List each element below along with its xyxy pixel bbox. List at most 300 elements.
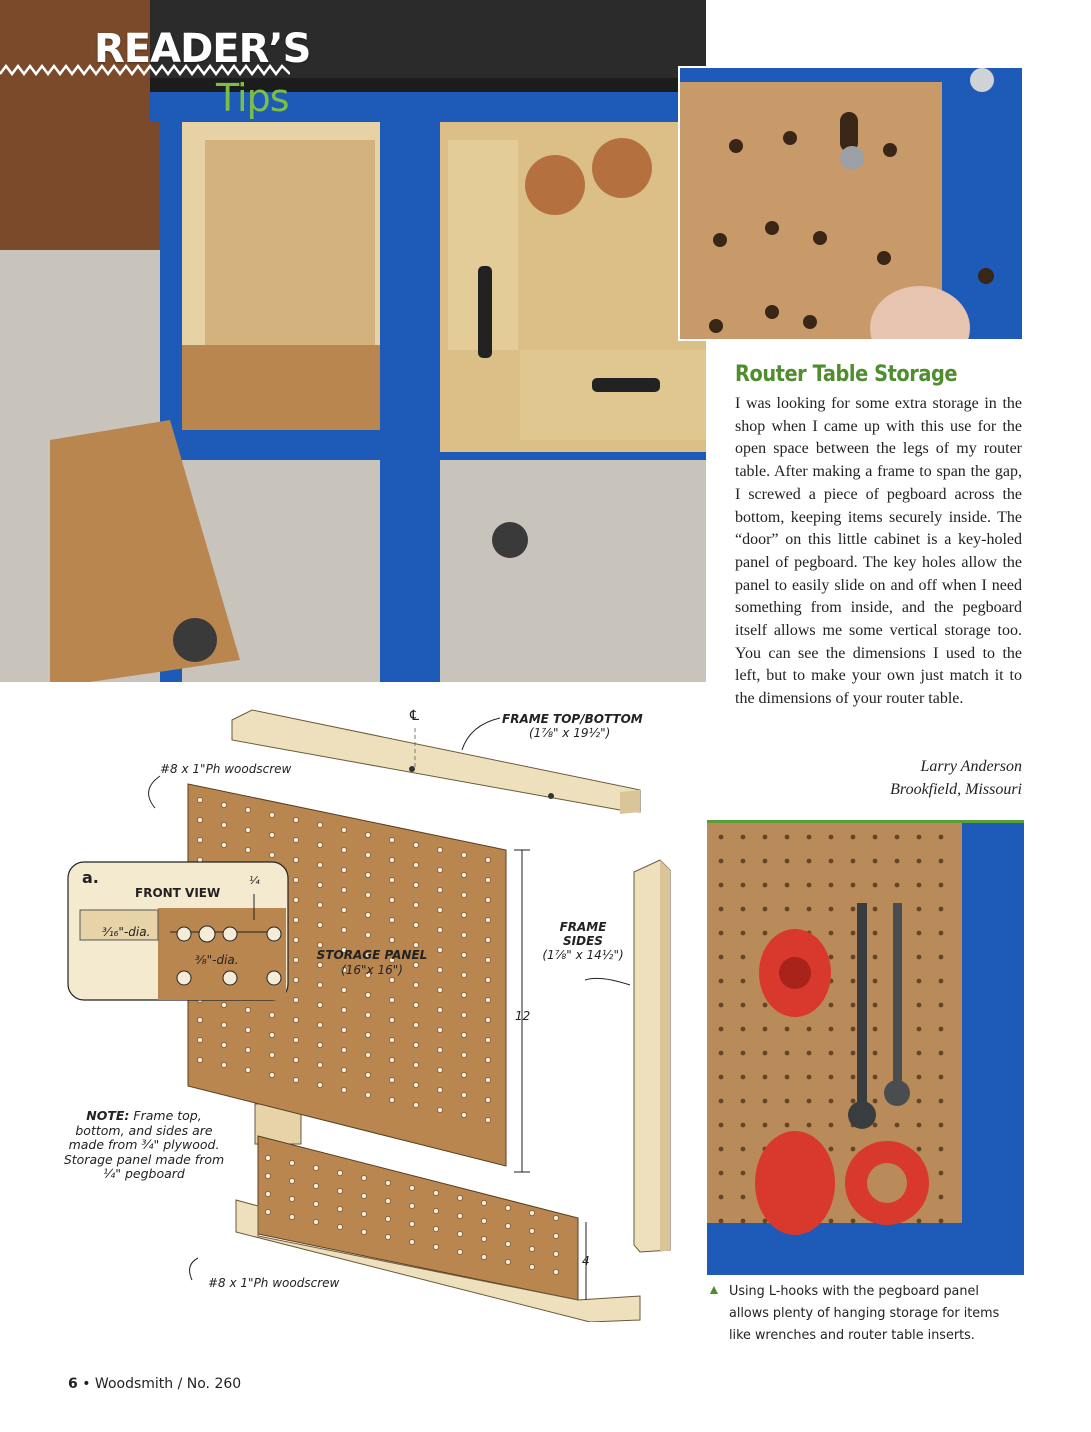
pegboard-hole (437, 847, 442, 852)
pegboard-hole (365, 832, 370, 837)
section-subtitle: Tips (216, 76, 289, 120)
pegboard-hole (481, 1200, 486, 1205)
pegboard-hole (895, 1123, 900, 1128)
pegboard-hole (485, 1057, 490, 1062)
pegboard-hole (873, 883, 878, 888)
pegboard-hole (851, 1075, 856, 1080)
pegboard-hole (829, 907, 834, 912)
pegboard-hole (939, 859, 944, 864)
pegboard-hole (389, 1077, 394, 1082)
pegboard-hole (365, 1052, 370, 1057)
note-line-3: made from ¾" plywood. (68, 1137, 220, 1152)
pegboard-hole (461, 1072, 466, 1077)
pegboard-hole (361, 1175, 366, 1180)
pegboard-hole (293, 897, 298, 902)
pegboard-hole (807, 859, 812, 864)
magazine-issue: Woodsmith / No. 260 (94, 1376, 242, 1392)
pegboard-hole (409, 1203, 414, 1208)
pegboard-hole (317, 882, 322, 887)
pegboard-hole (461, 852, 466, 857)
pegboard-hole (741, 1147, 746, 1152)
pegboard-hole (917, 1075, 922, 1080)
note-line-2: bottom, and sides are (75, 1122, 213, 1138)
pegboard-hole (341, 1067, 346, 1072)
pegboard-hole (269, 1032, 274, 1037)
pegboard-hole (719, 931, 724, 936)
pegboard-hole (317, 1022, 322, 1027)
pegboard-hole (719, 955, 724, 960)
pegboard-hole (269, 812, 274, 817)
pegboard-hole (341, 987, 346, 992)
detail-letter: a. (82, 868, 99, 887)
pegboard-hole (317, 902, 322, 907)
pegboard-hole (741, 1219, 746, 1224)
pegboard-hole (365, 892, 370, 897)
pegboard-hole (361, 1229, 366, 1234)
pegboard-hole (829, 859, 834, 864)
pegboard-hole (461, 972, 466, 977)
label-dia-3-8: ³⁄₈"-dia. (195, 953, 239, 967)
pegboard-hole (763, 907, 768, 912)
pegboard-hole (293, 977, 298, 982)
pegboard-hole (917, 1003, 922, 1008)
pegboard-hole (221, 1042, 226, 1047)
pegboard-hole (269, 1052, 274, 1057)
pegboard-hole (785, 1051, 790, 1056)
pegboard-hole (939, 1075, 944, 1080)
article-body: I was looking for some extra storage in the shop when I came up with this use for the open space between the legs of my router table. After making a frame to span the gap, I screwed a piece of pegboard across the bottom, keeping items securely inside. The “door” on this little cabinet is a key-holed panel of pegboard. The key holes allow the panel to easily slide on and off when I need something from inside, and the pegboard itself allows me some vertical storage too. You can see the dimensions I used to the left, but to make your own just match it to the dimensions of your router table. (735, 395, 1022, 708)
pegboard-hole (317, 982, 322, 987)
pegboard-hole (389, 837, 394, 842)
pegboard-hole (851, 835, 856, 840)
pegboard-hole (829, 1123, 834, 1128)
pegboard-hole (341, 927, 346, 932)
pegboard-hole (873, 931, 878, 936)
pegboard-hole (807, 883, 812, 888)
pegboard-hole (939, 931, 944, 936)
pegboard-hole (293, 937, 298, 942)
pegboard-hole (807, 1051, 812, 1056)
pegboard-hole (197, 837, 202, 842)
pegboard-hole (265, 1209, 270, 1214)
pegboard-hole (437, 1027, 442, 1032)
pegboard-hole (741, 907, 746, 912)
pegboard-hole (829, 1147, 834, 1152)
pegboard-hole (413, 1062, 418, 1067)
pegboard-hole (389, 977, 394, 982)
pegboard-hole (763, 1075, 768, 1080)
pegboard-hole (481, 1236, 486, 1241)
pegboard-hole (461, 892, 466, 897)
pegboard-hole (851, 931, 856, 936)
pegboard-hole (741, 979, 746, 984)
pegboard-hole (807, 907, 812, 912)
pegboard-hole (917, 883, 922, 888)
pegboard-hole (763, 859, 768, 864)
pegboard-hole (361, 1193, 366, 1198)
pegboard-hole (365, 1032, 370, 1037)
pegboard-hole (763, 931, 768, 936)
pegboard-hole (485, 1017, 490, 1022)
pegboard-hole (437, 1107, 442, 1112)
label-storage-panel-dims: (16"x 16") (341, 963, 403, 977)
pegboard-hole (265, 1155, 270, 1160)
pegboard-hole (851, 979, 856, 984)
pegboard-hole (807, 1075, 812, 1080)
pegboard-hole (719, 1195, 724, 1200)
pegboard-hole (939, 979, 944, 984)
pegboard-hole (389, 1097, 394, 1102)
pegboard-hole (917, 1051, 922, 1056)
pegboard-hole (457, 1231, 462, 1236)
pegboard-hole (719, 1075, 724, 1080)
pegboard-hole (917, 1027, 922, 1032)
pegboard-hole (829, 1027, 834, 1032)
pegboard-hole (741, 1003, 746, 1008)
pegboard-hole (895, 835, 900, 840)
exploded-diagram (0, 682, 706, 1322)
pegboard-hole (221, 842, 226, 847)
pegboard-hole (785, 1027, 790, 1032)
article-title: Router Table Storage (735, 362, 958, 387)
pegboard-hole (293, 837, 298, 842)
pegboard-hole (365, 1012, 370, 1017)
pegboard-hole (317, 1002, 322, 1007)
pegboard-hole (719, 1219, 724, 1224)
pegboard-hole (895, 859, 900, 864)
pegboard-hole (529, 1246, 534, 1251)
pegboard-hole (437, 987, 442, 992)
pegboard-hole (313, 1165, 318, 1170)
pegboard-hole (389, 937, 394, 942)
pegboard-hole (245, 847, 250, 852)
pegboard-hole (221, 1002, 226, 1007)
dimension-12: 12 (515, 1009, 531, 1023)
pegboard-hole (221, 822, 226, 827)
pegboard-hole (197, 1057, 202, 1062)
pegboard-hole (365, 1092, 370, 1097)
pegboard-hole (313, 1201, 318, 1206)
pegboard-hole (829, 955, 834, 960)
pegboard-hole (365, 932, 370, 937)
pegboard-hole (413, 842, 418, 847)
pegboard-hole (293, 1057, 298, 1062)
pegboard-hole (851, 955, 856, 960)
pegboard-hole (785, 1075, 790, 1080)
pegboard-hole (197, 797, 202, 802)
pegboard-hole (341, 847, 346, 852)
pegboard-hole (829, 1099, 834, 1104)
pegboard-hole (741, 1171, 746, 1176)
pegboard-hole (719, 1171, 724, 1176)
pegboard-hole (289, 1160, 294, 1165)
note-line-5: ¼" pegboard (103, 1166, 185, 1181)
pegboard-hole (741, 1195, 746, 1200)
author-location: Brookfield, Missouri (890, 780, 1022, 798)
pegboard-hole (939, 835, 944, 840)
note-label: NOTE: (86, 1108, 130, 1123)
pegboard-hole (485, 1077, 490, 1082)
pegboard-hole (763, 1003, 768, 1008)
pegboard-hole (529, 1264, 534, 1269)
pegboard-hooks-image (707, 823, 1024, 1275)
pegboard-hole (485, 937, 490, 942)
pegboard-hole (939, 907, 944, 912)
pegboard-hole (437, 947, 442, 952)
pegboard-hole (785, 1099, 790, 1104)
pegboard-storage-photo (707, 820, 1024, 1275)
pegboard-hole (293, 917, 298, 922)
pegboard-hole (341, 1047, 346, 1052)
pegboard-hole (389, 997, 394, 1002)
pegboard-hole (293, 877, 298, 882)
pegboard-hole (361, 1211, 366, 1216)
pegboard-hole (337, 1206, 342, 1211)
pegboard-hole (341, 1087, 346, 1092)
pegboard-hole (807, 835, 812, 840)
pegboard-hole (317, 922, 322, 927)
pegboard-hole (293, 857, 298, 862)
pegboard-hole (851, 859, 856, 864)
pegboard-hole (413, 862, 418, 867)
label-storage-panel: STORAGE PANEL (316, 948, 428, 962)
pegboard-hole (785, 1123, 790, 1128)
pegboard-hole (365, 1072, 370, 1077)
pegboard-hole (917, 1123, 922, 1128)
pegboard-hole (939, 1027, 944, 1032)
pegboard-hole (413, 1102, 418, 1107)
pegboard-hole (413, 1082, 418, 1087)
label-frame-sides-2: SIDES (563, 934, 603, 948)
pegboard-hole (553, 1233, 558, 1238)
pegboard-hole (741, 955, 746, 960)
pegboard-hole (289, 1214, 294, 1219)
pegboard-hole (505, 1241, 510, 1246)
pegboard-hole (917, 1099, 922, 1104)
router-table-photo (0, 0, 706, 682)
pegboard-hole (317, 842, 322, 847)
author-name: Larry Anderson (920, 758, 1022, 775)
pegboard-hole (719, 1003, 724, 1008)
pegboard-hole (829, 1075, 834, 1080)
note-line-4: Storage panel made from (63, 1151, 225, 1167)
pegboard-hole (389, 1057, 394, 1062)
pegboard-hole (851, 1147, 856, 1152)
pegboard-hole (341, 887, 346, 892)
pegboard-hole (457, 1195, 462, 1200)
pegboard-hole (341, 1007, 346, 1012)
pegboard-hole (269, 1072, 274, 1077)
pegboard-hole (529, 1210, 534, 1215)
pegboard-hole (939, 1051, 944, 1056)
pegboard-hole (437, 967, 442, 972)
pegboard-hole (461, 1052, 466, 1057)
photo-caption: Using L-hooks with the pegboard panel allows plenty of hanging storage for items like wrenches and router table inserts. (729, 1283, 1000, 1343)
pegboard-hole (365, 912, 370, 917)
pegboard-hole (719, 859, 724, 864)
pegboard-hole (413, 1022, 418, 1027)
pegboard-hole (457, 1213, 462, 1218)
pegboard-hole (409, 1185, 414, 1190)
pegboard-hole (269, 1012, 274, 1017)
pegboard-hole (245, 807, 250, 812)
pegboard-hole (341, 1027, 346, 1032)
pegboard-hole (481, 1254, 486, 1259)
dimension-4: 4 (582, 1254, 590, 1268)
label-frame-sides-1: FRAME (559, 920, 607, 934)
label-dia-3-16: ³⁄₁₆"-dia. (102, 925, 151, 939)
pegboard-hole (437, 1067, 442, 1072)
pegboard-hole (917, 907, 922, 912)
pegboard-hole (917, 835, 922, 840)
pegboard-hole (807, 1027, 812, 1032)
pegboard-hole (317, 1062, 322, 1067)
pegboard-hole (245, 827, 250, 832)
pegboard-hole (873, 1075, 878, 1080)
pegboard-hole (851, 1003, 856, 1008)
pegboard-hole (293, 1037, 298, 1042)
pegboard-hole (461, 932, 466, 937)
pegboard-hole (917, 955, 922, 960)
pegboard-hole (719, 835, 724, 840)
pegboard-hole (505, 1259, 510, 1264)
pegboard-hole (741, 1123, 746, 1128)
pegboard-hole (873, 955, 878, 960)
article-byline (890, 756, 1022, 801)
pegboard-hole (719, 883, 724, 888)
pegboard-hole (341, 867, 346, 872)
pegboard-hole (389, 917, 394, 922)
pegboard-hole (413, 982, 418, 987)
pegboard-hole (341, 907, 346, 912)
page-number: 6 (68, 1376, 78, 1392)
pegboard-hole (939, 955, 944, 960)
pegboard-hole (245, 1047, 250, 1052)
pegboard-hole (413, 1002, 418, 1007)
pegboard-hole (385, 1216, 390, 1221)
pegboard-hole (553, 1269, 558, 1274)
pegboard-hole (785, 859, 790, 864)
pegboard-hole (389, 877, 394, 882)
pegboard-hole (481, 1218, 486, 1223)
diagram-drawing (0, 682, 706, 1322)
pegboard-hole (807, 1099, 812, 1104)
pegboard-hole (763, 1027, 768, 1032)
pegboard-hole (917, 1219, 922, 1224)
pegboard-hole (829, 835, 834, 840)
pegboard-hole (851, 1051, 856, 1056)
pegboard-hole (829, 1051, 834, 1056)
pegboard-hole (269, 852, 274, 857)
pegboard-hole (785, 835, 790, 840)
pegboard-hole (553, 1215, 558, 1220)
pegboard-hole (785, 907, 790, 912)
pegboard-hole (939, 1099, 944, 1104)
pegboard-hole (719, 1123, 724, 1128)
pegboard-hole (939, 1195, 944, 1200)
pegboard-hole (197, 817, 202, 822)
pegboard-hole (461, 1092, 466, 1097)
pegboard-hole (437, 887, 442, 892)
pegboard-hole (485, 957, 490, 962)
pegboard-hole (245, 1067, 250, 1072)
pegboard-hole (413, 882, 418, 887)
pegboard-hole (873, 907, 878, 912)
pegboard-hole (939, 1219, 944, 1224)
pegboard-hole (529, 1228, 534, 1233)
label-quarter: ¼ (249, 874, 260, 887)
pegboard-hole (313, 1183, 318, 1188)
pegboard-hole (741, 1099, 746, 1104)
pegboard-hole (763, 835, 768, 840)
pegboard-hole (197, 1037, 202, 1042)
pegboard-hole (337, 1188, 342, 1193)
pegboard-hole (293, 817, 298, 822)
pegboard-hole (341, 827, 346, 832)
pegboard-hole (741, 859, 746, 864)
pegboard-hole (763, 883, 768, 888)
pegboard-hole (485, 857, 490, 862)
pegboard-hole (873, 1027, 878, 1032)
pegboard-hole (293, 997, 298, 1002)
pegboard-hole (409, 1239, 414, 1244)
pegboard-hole (413, 922, 418, 927)
pegboard-hole (505, 1223, 510, 1228)
pegboard-hole (485, 877, 490, 882)
pegboard-hole (385, 1198, 390, 1203)
pegboard-hole (741, 1027, 746, 1032)
pegboard-hole (741, 835, 746, 840)
pegboard-hole (461, 992, 466, 997)
centerline-symbol: ℄ (410, 708, 419, 724)
pegboard-hole (719, 1147, 724, 1152)
pegboard-hole (433, 1208, 438, 1213)
pegboard-hole (337, 1170, 342, 1175)
pegboard-hole (433, 1226, 438, 1231)
pegboard-hole (485, 897, 490, 902)
pegboard-hole (873, 1099, 878, 1104)
pegboard-hole (433, 1244, 438, 1249)
pegboard-hole (741, 931, 746, 936)
pegboard-hole (553, 1251, 558, 1256)
pegboard-hole (719, 1027, 724, 1032)
label-frame-top-bottom: FRAME TOP/BOTTOM (502, 712, 643, 726)
pegboard-hole (719, 1099, 724, 1104)
pegboard-hole (413, 1042, 418, 1047)
pegboard-hole (485, 1037, 490, 1042)
pegboard-hole (461, 1112, 466, 1117)
pegboard-hole (741, 1075, 746, 1080)
pegboard-hole (461, 872, 466, 877)
pegboard-hole (895, 883, 900, 888)
main-photo (0, 0, 706, 682)
pegboard-hole (317, 822, 322, 827)
pegboard-hole (461, 912, 466, 917)
pegboard-hole (437, 907, 442, 912)
note-line-1: Frame top, (133, 1108, 202, 1123)
pegboard-hole (485, 1097, 490, 1102)
pegboard-hole (829, 931, 834, 936)
pegboard-hole (221, 1062, 226, 1067)
pegboard-hole (433, 1190, 438, 1195)
pegboard-hole (409, 1221, 414, 1226)
pegboard-hole (221, 802, 226, 807)
pegboard-hole (289, 1196, 294, 1201)
pegboard-hole (939, 1123, 944, 1128)
pegboard-hole (457, 1249, 462, 1254)
pegboard-hole (317, 942, 322, 947)
pegboard-hole (461, 1012, 466, 1017)
